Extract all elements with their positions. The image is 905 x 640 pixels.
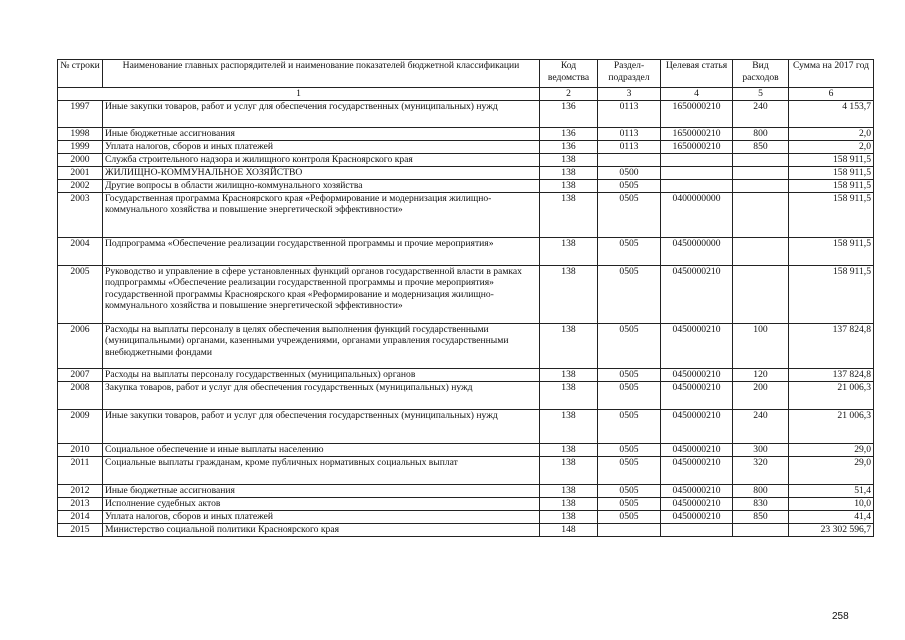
- row-number: 2001: [58, 166, 103, 179]
- row-name: Социальное обеспечение и иные выплаты населению: [103, 443, 540, 456]
- row-name: Иные закупки товаров, работ и услуг для обеспечения государственных (муниципальных) нужд: [103, 100, 540, 127]
- row-sum: 21 006,3: [789, 409, 874, 443]
- row-expense-type: [733, 192, 789, 237]
- row-number: 2010: [58, 443, 103, 456]
- row-dept-code: 138: [540, 179, 598, 192]
- row-number: 2008: [58, 381, 103, 409]
- header-number: 3: [598, 88, 661, 101]
- row-target: [661, 523, 733, 536]
- row-dept-code: 138: [540, 368, 598, 381]
- table-row: [58, 497, 874, 510]
- row-name: Служба строительного надзора и жилищного контроля Красноярского края: [103, 153, 540, 166]
- row-name: Министерство социальной политики Красноярского края: [103, 523, 540, 536]
- row-target: 1650000210: [661, 100, 733, 127]
- header-target: Целевая статья: [661, 60, 733, 88]
- row-target: 0400000000: [661, 192, 733, 237]
- row-dept-code: 138: [540, 409, 598, 443]
- row-section: 0505: [598, 456, 661, 484]
- row-dept-code: 138: [540, 484, 598, 497]
- row-dept-code: 138: [540, 443, 598, 456]
- header-number: 1: [58, 88, 540, 101]
- table-row: [58, 140, 874, 153]
- table-row: [58, 484, 874, 497]
- row-sum: 41,4: [789, 510, 874, 523]
- row-dept-code: 136: [540, 100, 598, 127]
- row-number: 1998: [58, 127, 103, 140]
- row-expense-type: [733, 153, 789, 166]
- row-name: Уплата налогов, сборов и иных платежей: [103, 140, 540, 153]
- row-target: 0450000210: [661, 409, 733, 443]
- table-row: [58, 456, 874, 484]
- row-sum: 158 911,5: [789, 237, 874, 265]
- row-expense-type: 240: [733, 409, 789, 443]
- row-expense-type: 850: [733, 510, 789, 523]
- row-section: 0505: [598, 443, 661, 456]
- row-sum: 4 153,7: [789, 100, 874, 127]
- row-number: 2006: [58, 323, 103, 368]
- row-number: 2003: [58, 192, 103, 237]
- row-target: 0450000210: [661, 443, 733, 456]
- row-number: 2007: [58, 368, 103, 381]
- row-section: 0505: [598, 265, 661, 323]
- row-dept-code: 138: [540, 510, 598, 523]
- row-section: 0505: [598, 192, 661, 237]
- row-dept-code: 138: [540, 381, 598, 409]
- row-dept-code: 138: [540, 456, 598, 484]
- row-expense-type: 800: [733, 484, 789, 497]
- row-dept-code: 136: [540, 127, 598, 140]
- row-target: [661, 179, 733, 192]
- row-expense-type: 800: [733, 127, 789, 140]
- row-target: 1650000210: [661, 140, 733, 153]
- row-expense-type: 320: [733, 456, 789, 484]
- header-dept-code: Код ведомства: [540, 60, 598, 88]
- row-section: 0505: [598, 323, 661, 368]
- row-expense-type: 300: [733, 443, 789, 456]
- row-target: 1650000210: [661, 127, 733, 140]
- table-row: [58, 368, 874, 381]
- row-number: 2002: [58, 179, 103, 192]
- row-expense-type: 100: [733, 323, 789, 368]
- row-name: Исполнение судебных актов: [103, 497, 540, 510]
- row-sum: 29,0: [789, 443, 874, 456]
- row-section: 0505: [598, 409, 661, 443]
- row-name: Расходы на выплаты персоналу в целях обеспечения выполнения функций государственными (муниципальными) органами, казенными учреждениями, органами управления государственными внебюджетными фондами: [103, 323, 540, 368]
- header-sum: Сумма на 2017 год: [789, 60, 874, 88]
- row-section: 0113: [598, 127, 661, 140]
- table-row: [58, 265, 874, 323]
- row-sum: 23 302 596,7: [789, 523, 874, 536]
- row-number: 2000: [58, 153, 103, 166]
- row-target: 0450000210: [661, 510, 733, 523]
- row-name: Другие вопросы в области жилищно-коммунального хозяйства: [103, 179, 540, 192]
- row-section: 0113: [598, 100, 661, 127]
- row-target: [661, 166, 733, 179]
- row-number: 1999: [58, 140, 103, 153]
- row-section: 0505: [598, 497, 661, 510]
- row-dept-code: 138: [540, 166, 598, 179]
- row-name: Социальные выплаты гражданам, кроме публичных нормативных социальных выплат: [103, 456, 540, 484]
- row-sum: 158 911,5: [789, 166, 874, 179]
- row-name: Руководство и управление в сфере установленных функций органов государственной власти в рамках подпрограммы «Обеспечение реализации государственной программы и прочие мероприятия» государственной программы Красноярского края «Реформирование и модернизация жилищно-коммунального хозяйства и повышение энергетической эффективности»: [103, 265, 540, 323]
- row-section: 0113: [598, 140, 661, 153]
- row-section: 0505: [598, 381, 661, 409]
- table-row: [58, 127, 874, 140]
- header-expense-type: Вид расходов: [733, 60, 789, 88]
- table-row: [58, 323, 874, 368]
- row-target: 0450000210: [661, 323, 733, 368]
- header-number-row: [58, 88, 874, 101]
- row-name: Государственная программа Красноярского края «Реформирование и модернизация жилищно-коммунального хозяйства и повышение энергетической эффективности»: [103, 192, 540, 237]
- row-name: Иные закупки товаров, работ и услуг для обеспечения государственных (муниципальных) нужд: [103, 409, 540, 443]
- row-number: 2015: [58, 523, 103, 536]
- table-row: [58, 237, 874, 265]
- row-name: Расходы на выплаты персоналу государственных (муниципальных) органов: [103, 368, 540, 381]
- header-number: 6: [789, 88, 874, 101]
- row-dept-code: 136: [540, 140, 598, 153]
- row-expense-type: [733, 523, 789, 536]
- row-dept-code: 138: [540, 497, 598, 510]
- row-expense-type: 200: [733, 381, 789, 409]
- header-section: Раздел-подраздел: [598, 60, 661, 88]
- row-dept-code: 138: [540, 323, 598, 368]
- table-row: [58, 523, 874, 536]
- row-expense-type: 850: [733, 140, 789, 153]
- row-sum: 10,0: [789, 497, 874, 510]
- row-sum: 158 911,5: [789, 265, 874, 323]
- row-sum: 137 824,8: [789, 368, 874, 381]
- row-target: 0450000000: [661, 237, 733, 265]
- row-section: [598, 153, 661, 166]
- row-number: 2005: [58, 265, 103, 323]
- row-target: 0450000210: [661, 381, 733, 409]
- row-sum: 21 006,3: [789, 381, 874, 409]
- table-row: [58, 381, 874, 409]
- row-section: 0505: [598, 510, 661, 523]
- row-section: [598, 523, 661, 536]
- header-row-number: № строки: [58, 60, 103, 88]
- row-sum: 158 911,5: [789, 192, 874, 237]
- row-number: 2011: [58, 456, 103, 484]
- header-number: 2: [540, 88, 598, 101]
- row-sum: 158 911,5: [789, 179, 874, 192]
- row-target: [661, 153, 733, 166]
- row-section: 0505: [598, 237, 661, 265]
- row-expense-type: [733, 179, 789, 192]
- table-row: [58, 443, 874, 456]
- row-dept-code: 138: [540, 265, 598, 323]
- table-row: [58, 166, 874, 179]
- page-number: 258: [832, 611, 849, 622]
- row-sum: 2,0: [789, 140, 874, 153]
- row-expense-type: 120: [733, 368, 789, 381]
- row-target: 0450000210: [661, 456, 733, 484]
- row-section: 0505: [598, 179, 661, 192]
- header-row: [58, 60, 874, 88]
- row-name: Иные бюджетные ассигнования: [103, 484, 540, 497]
- row-name: ЖИЛИЩНО-КОММУНАЛЬНОЕ ХОЗЯЙСТВО: [103, 166, 540, 179]
- row-section: 0505: [598, 368, 661, 381]
- row-name: Закупка товаров, работ и услуг для обеспечения государственных (муниципальных) нужд: [103, 381, 540, 409]
- row-dept-code: 148: [540, 523, 598, 536]
- row-number: 2004: [58, 237, 103, 265]
- table-row: [58, 510, 874, 523]
- row-dept-code: 138: [540, 237, 598, 265]
- header-name: Наименование главных распорядителей и наименование показателей бюджетной классификации: [103, 60, 540, 88]
- row-expense-type: [733, 265, 789, 323]
- row-target: 0450000210: [661, 497, 733, 510]
- table-row: [58, 153, 874, 166]
- row-target: 0450000210: [661, 368, 733, 381]
- row-number: 2014: [58, 510, 103, 523]
- row-section: 0500: [598, 166, 661, 179]
- row-sum: 137 824,8: [789, 323, 874, 368]
- row-name: Подпрограмма «Обеспечение реализации государственной программы и прочие мероприятия»: [103, 237, 540, 265]
- header-number: 5: [733, 88, 789, 101]
- table-row: [58, 100, 874, 127]
- row-number: 2012: [58, 484, 103, 497]
- budget-table: [57, 59, 874, 537]
- row-name: Уплата налогов, сборов и иных платежей: [103, 510, 540, 523]
- row-dept-code: 138: [540, 153, 598, 166]
- row-sum: 158 911,5: [789, 153, 874, 166]
- row-sum: 2,0: [789, 127, 874, 140]
- row-name: Иные бюджетные ассигнования: [103, 127, 540, 140]
- row-number: 2009: [58, 409, 103, 443]
- header-number: 4: [661, 88, 733, 101]
- row-sum: 51,4: [789, 484, 874, 497]
- row-dept-code: 138: [540, 192, 598, 237]
- row-sum: 29,0: [789, 456, 874, 484]
- row-target: 0450000210: [661, 484, 733, 497]
- row-expense-type: 240: [733, 100, 789, 127]
- table-row: [58, 192, 874, 237]
- row-expense-type: 830: [733, 497, 789, 510]
- row-section: 0505: [598, 484, 661, 497]
- table-row: [58, 179, 874, 192]
- table-row: [58, 409, 874, 443]
- row-number: 1997: [58, 100, 103, 127]
- row-expense-type: [733, 237, 789, 265]
- row-expense-type: [733, 166, 789, 179]
- row-number: 2013: [58, 497, 103, 510]
- row-target: 0450000210: [661, 265, 733, 323]
